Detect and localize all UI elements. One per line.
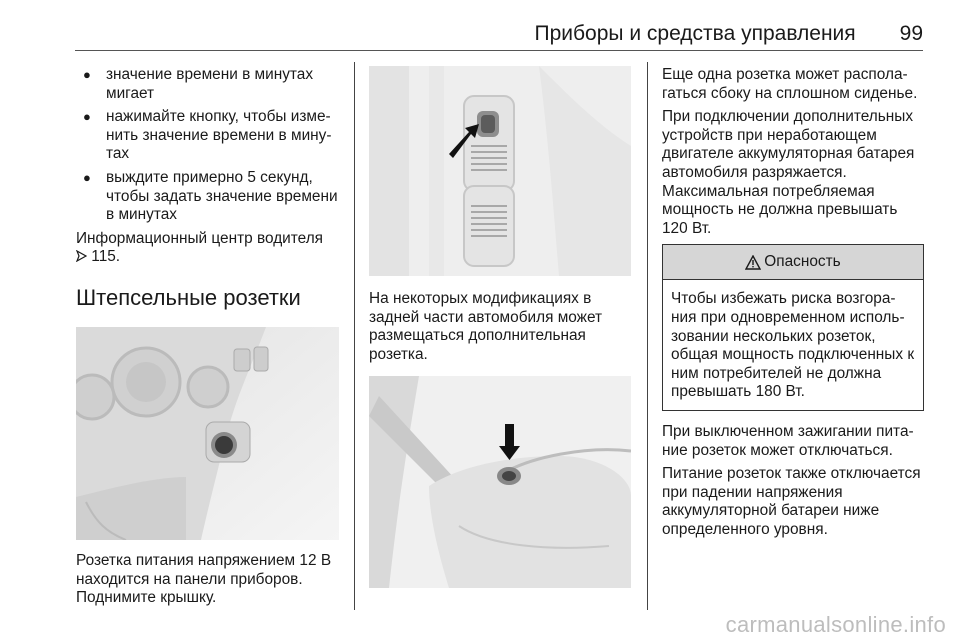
bullet-dot: ● [83, 169, 91, 185]
warning-title: Опасность [764, 253, 841, 271]
paragraph: При выключенном зажигании питание розеток может отключаться. [662, 422, 914, 459]
section-title: Штепсельные розетки [76, 284, 301, 310]
list-item-text: выждите примерно 5 секунд, чтобы задать значение времени в минутах [106, 168, 338, 224]
column-2 [369, 66, 631, 588]
bullet-dot: ● [83, 67, 91, 82]
figure-rear-socket [369, 66, 631, 276]
list-item [76, 169, 342, 225]
watermark: carmanualsonline.info [725, 612, 946, 637]
column-divider [647, 62, 648, 610]
column-divider [354, 62, 355, 610]
info-text: Информационный центр водителя [76, 229, 324, 247]
warning-box [662, 244, 924, 411]
reference-arrow-icon [76, 249, 87, 264]
page-number: 99 [899, 22, 923, 45]
figure-seat-socket [369, 376, 631, 588]
info-reference [76, 230, 342, 267]
list-item [76, 66, 342, 103]
figure1-caption: Розетка питания напряжением 12 В находится на панели приборов. Поднимите крышку. [76, 551, 332, 607]
warning-triangle-icon [745, 255, 761, 270]
warning-header [663, 245, 923, 280]
list-item-text: значение времени в минутах мигает [106, 66, 314, 102]
page-title: Приборы и средства управления [534, 22, 856, 45]
warning-body: Чтобы избежать риска возгорания при одновременном использовании нескольких розеток, общая мощность подключенных к ним потребителей не должна превышать 180 Вт. [671, 290, 915, 401]
list-item-text: нажимайте кнопку, чтобы изменить значение времени в минутах [106, 108, 332, 163]
column-3 [662, 66, 924, 544]
bullet-dot: ● [83, 109, 91, 125]
paragraph: Еще одна розетка может располагаться сбоку на сплошном сиденье. [662, 66, 918, 102]
list-item [76, 108, 342, 164]
info-ref-page[interactable]: 115. [87, 248, 121, 266]
figure2-caption: На некоторых модификациях в задней части автомобиля может размещаться дополнительная розетка. [369, 290, 603, 363]
column-1 [76, 66, 342, 613]
figure-dashboard-socket [76, 327, 339, 540]
paragraph: При подключении дополнительных устройств при неработающем двигателе аккумуляторная батарея автомобиля разряжается. Максимальная потребляемая мощность не должна превышать 120 Вт. [662, 108, 915, 237]
paragraph: Питание розеток также отключается при падении напряжения аккумуляторной батареи ниже определенного уровня. [662, 465, 921, 538]
page-header [75, 22, 923, 51]
